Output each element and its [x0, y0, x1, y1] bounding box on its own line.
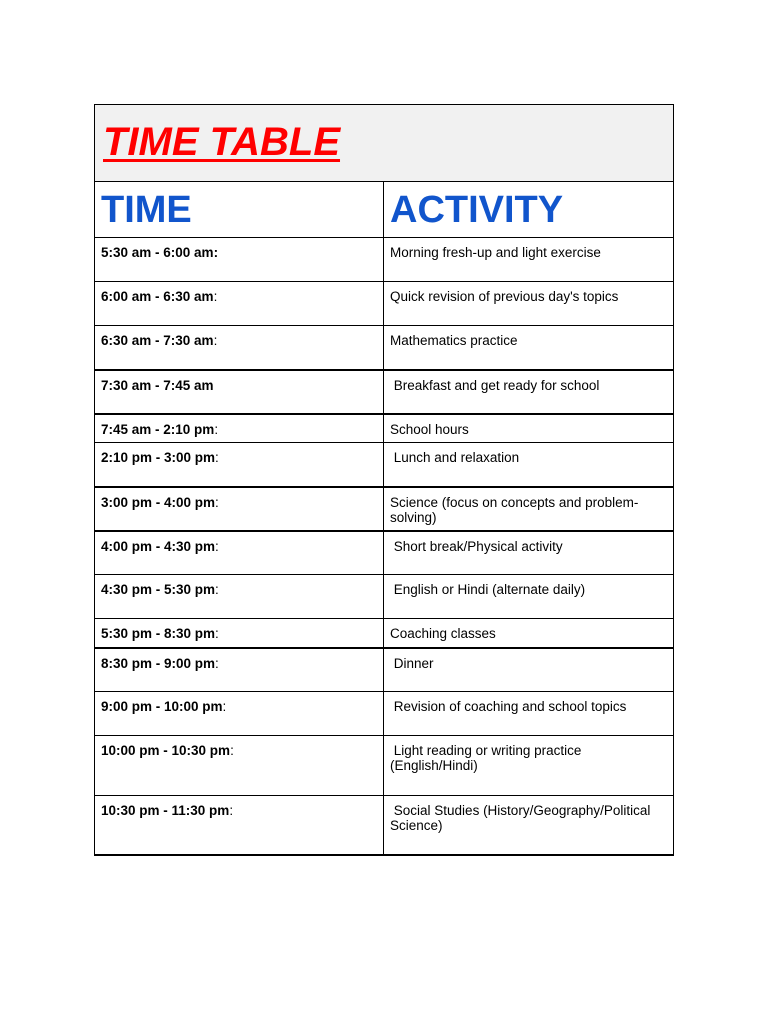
time-slot: [101, 803, 383, 818]
activity-text: Lunch and relaxation: [390, 450, 520, 465]
activity-text: School hours: [390, 421, 469, 437]
activity-cell: [384, 575, 674, 619]
time-cell: [95, 370, 384, 414]
activity-text: Coaching classes: [390, 626, 496, 641]
activity-cell: [384, 736, 674, 796]
table-row: [95, 575, 674, 619]
time-range: 4:00 pm - 4:30 pm: [101, 538, 216, 554]
time-slot: [101, 656, 383, 671]
activity-column-header: ACTIVITY: [390, 189, 564, 231]
time-suffix: :: [215, 538, 219, 554]
time-cell: [95, 487, 384, 531]
time-suffix: :: [213, 245, 219, 260]
time-range: 2:10 pm - 3:00 pm: [101, 450, 216, 465]
table-row: [95, 487, 674, 531]
activity-cell: [384, 619, 674, 648]
time-cell: [95, 736, 384, 796]
table-row: [95, 443, 674, 487]
activity-cell: [384, 692, 674, 736]
time-column-header: TIME: [101, 189, 192, 231]
time-suffix: :: [229, 803, 234, 818]
activity-cell: [384, 648, 674, 692]
time-range: 5:30 am - 6:00 am: [101, 245, 214, 260]
time-cell: [95, 282, 384, 326]
time-slot: [101, 495, 383, 510]
time-suffix: :: [215, 450, 219, 465]
time-range: 10:30 pm - 11:30 pm: [101, 803, 230, 818]
activity-cell: [384, 796, 674, 855]
table-row: [95, 531, 674, 575]
time-suffix: :: [230, 743, 234, 758]
time-suffix: :: [215, 655, 219, 671]
time-suffix: :: [215, 494, 219, 510]
table-row: [95, 648, 674, 692]
time-cell: [95, 414, 384, 443]
time-suffix: :: [215, 626, 219, 641]
activity-cell: [384, 326, 674, 370]
activity-header-cell: [384, 182, 674, 238]
activity-cell: [384, 370, 674, 414]
time-slot: [101, 422, 383, 437]
time-header-cell: [95, 182, 384, 238]
activity-text: English or Hindi (alternate daily): [390, 582, 586, 597]
time-range: 5:30 pm - 8:30 pm: [101, 626, 216, 641]
activity-text: Light reading or writing practice (English/Hindi): [390, 743, 586, 773]
header-row: [95, 182, 674, 238]
time-slot: [101, 333, 383, 348]
time-cell: [95, 692, 384, 736]
time-range: 6:00 am - 6:30 am: [101, 289, 214, 304]
activity-text: Morning fresh-up and light exercise: [390, 245, 601, 260]
activity-text: Quick revision of previous day's topics: [390, 289, 619, 304]
table-row: [95, 619, 674, 648]
title-row: [95, 105, 674, 182]
time-cell: [95, 443, 384, 487]
activity-text: Dinner: [390, 655, 434, 671]
time-slot: [101, 582, 383, 597]
table-row: [95, 326, 674, 370]
title-cell: [95, 105, 674, 182]
timetable: [94, 104, 674, 856]
activity-text: Breakfast and get ready for school: [390, 377, 600, 393]
time-suffix: :: [214, 421, 219, 437]
time-range: 3:00 pm - 4:00 pm: [101, 494, 216, 510]
activity-text: Science (focus on concepts and problem-solving): [390, 494, 639, 525]
time-range: 7:30 am - 7:45 am: [101, 377, 214, 393]
page-title: TIME TABLE: [103, 120, 341, 164]
table-row: [95, 238, 674, 282]
time-cell: [95, 796, 384, 855]
time-cell: [95, 531, 384, 575]
activity-cell: [384, 443, 674, 487]
time-cell: [95, 326, 384, 370]
activity-text: Revision of coaching and school topics: [390, 699, 627, 714]
time-suffix: :: [213, 289, 218, 304]
time-range: 9:00 pm - 10:00 pm: [101, 699, 223, 714]
time-slot: [101, 450, 383, 465]
table-row: [95, 370, 674, 414]
time-cell: [95, 238, 384, 282]
time-range: 4:30 pm - 5:30 pm: [101, 582, 216, 597]
time-slot: [101, 539, 383, 554]
time-cell: [95, 619, 384, 648]
time-slot: [101, 699, 383, 714]
activity-text: Mathematics practice: [390, 333, 518, 348]
time-slot: [101, 743, 383, 758]
table-row: [95, 414, 674, 443]
activity-cell: [384, 487, 674, 531]
time-suffix: :: [213, 333, 218, 348]
time-range: 8:30 pm - 9:00 pm: [101, 655, 216, 671]
time-range: 10:00 pm - 10:30 pm: [101, 743, 231, 758]
time-suffix: :: [215, 582, 219, 597]
activity-cell: [384, 414, 674, 443]
table-row: [95, 282, 674, 326]
table-row: [95, 796, 674, 855]
time-cell: [95, 575, 384, 619]
time-slot: [101, 289, 383, 304]
table-row: [95, 736, 674, 796]
time-slot: [101, 245, 383, 260]
time-suffix: :: [222, 699, 227, 714]
time-cell: [95, 648, 384, 692]
time-range: 6:30 am - 7:30 am: [101, 333, 214, 348]
table-row: [95, 692, 674, 736]
activity-text: Social Studies (History/Geography/Political Science): [390, 803, 655, 833]
activity-cell: [384, 282, 674, 326]
activity-text: Short break/Physical activity: [390, 538, 563, 554]
activity-cell: [384, 238, 674, 282]
time-slot: [101, 626, 383, 641]
time-slot: [101, 378, 383, 393]
activity-cell: [384, 531, 674, 575]
time-range: 7:45 am - 2:10 pm: [101, 421, 215, 437]
